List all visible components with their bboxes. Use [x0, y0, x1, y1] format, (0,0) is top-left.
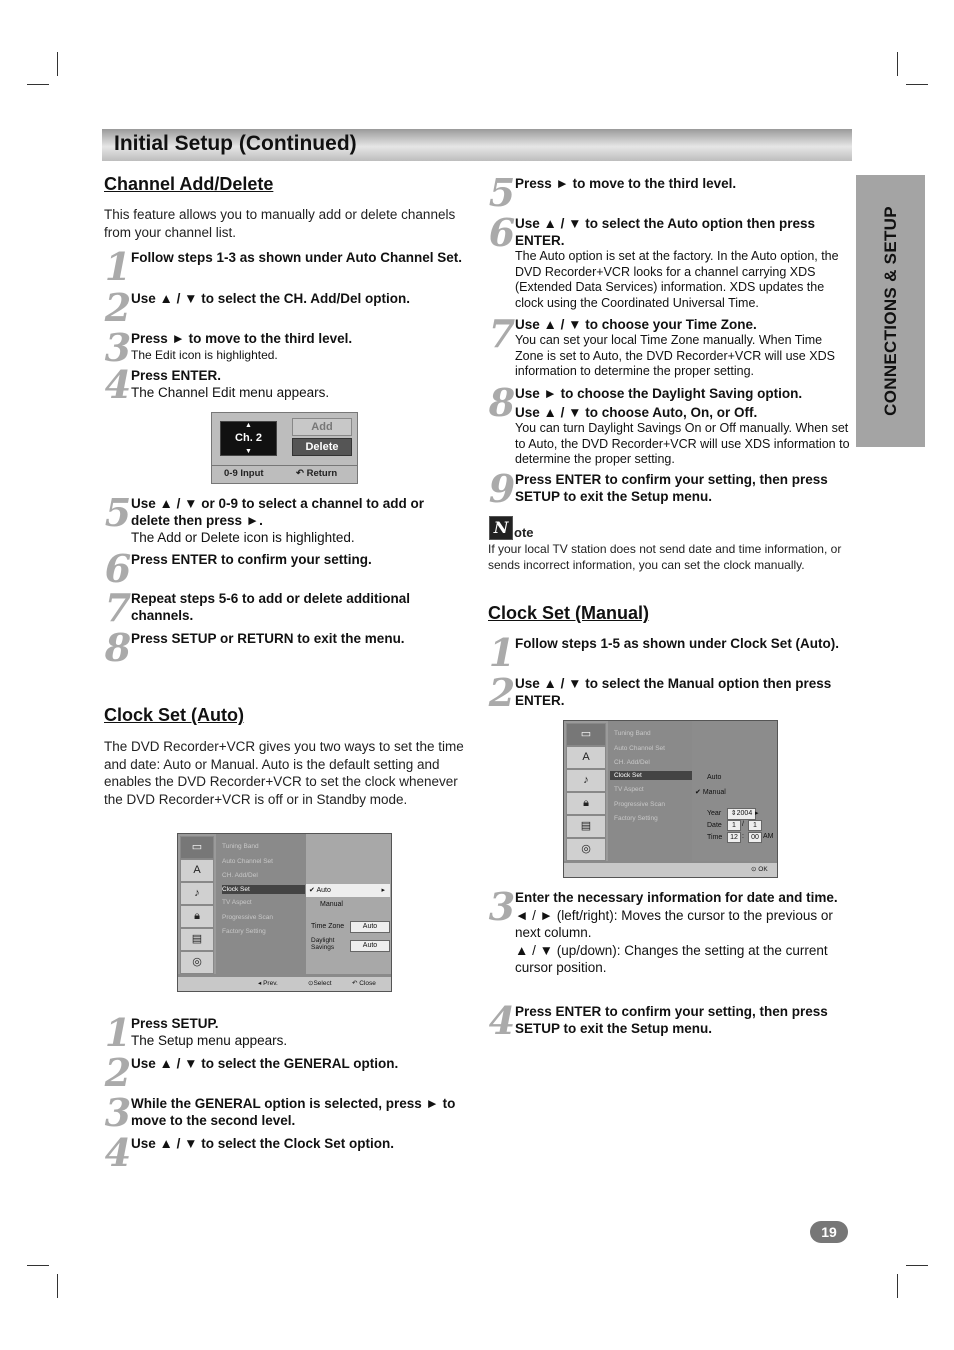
osd-footer — [178, 977, 391, 991]
add-button[interactable]: Add — [292, 418, 352, 436]
ok-label: OK — [758, 866, 768, 873]
date-separator: / — [742, 821, 744, 828]
step-number: 7 — [104, 585, 132, 630]
time-zone-value[interactable]: Auto — [350, 921, 390, 933]
step-subtext: The Add or Delete icon is highlighted. — [131, 530, 355, 545]
ampm-field[interactable]: AM — [763, 833, 774, 840]
step-text: Use ▲ / ▼ to choose your Time Zone. — [515, 317, 757, 332]
menu-item-progressive-scan[interactable]: Progressive Scan — [222, 914, 273, 921]
crop-mark — [27, 1265, 49, 1266]
date-label: Date — [707, 822, 722, 829]
step-number: 2 — [488, 670, 516, 715]
day-field[interactable]: 1 — [748, 820, 762, 831]
menu-item-factory-setting[interactable]: Factory Setting — [614, 815, 658, 822]
note-icon: N — [489, 516, 513, 540]
enter-icon: ⊙ — [308, 980, 314, 987]
menu-item-ch-add-del[interactable]: CH. Add/Del — [614, 759, 650, 766]
options-panel — [306, 834, 391, 974]
arrow-left-icon: ◂ — [258, 980, 264, 987]
menu-item-clock-set[interactable]: Clock Set — [610, 771, 692, 780]
menu-item-clock-set[interactable]: Clock Set — [222, 885, 305, 894]
prev-hint — [258, 977, 278, 991]
step-number: 1 — [104, 244, 132, 289]
return-label: Return — [306, 468, 338, 479]
checkmark-icon: ✔ — [309, 887, 315, 894]
year-label: Year — [707, 810, 722, 817]
arrow-right-icon: ▸ — [755, 810, 759, 817]
step-number: 4 — [488, 998, 516, 1043]
icon-column — [178, 834, 216, 974]
select-hint — [308, 977, 332, 991]
step-number: 8 — [488, 380, 516, 425]
step-subtext: You can set your local Time Zone manually. When Time Zone is set to Auto, the DVD Recorder+VCR will use XDS information to determine the proper setting. — [515, 333, 835, 378]
step-number: 9 — [488, 466, 516, 511]
menu-item-tuning-band[interactable]: Tuning Band — [614, 730, 651, 737]
lock-icon[interactable]: 🔒︎ — [566, 792, 606, 815]
crop-mark — [906, 1265, 928, 1266]
return-icon: ↶ — [296, 468, 307, 479]
clock-auto-intro: The DVD Recorder+VCR gives you two ways to set the time and date: Auto or Manual. Auto is the default setting and enables the DVD Recorder+VCR to set the clock whenever the DVD Recorder+VCR is off or in Standby mode. — [104, 739, 464, 807]
step-text: Follow steps 1-5 as shown under Clock Set (Auto). — [515, 636, 840, 651]
crop-mark — [897, 52, 898, 76]
step-text: Use ▲ / ▼ or 0-9 to select a channel to add or delete then press ►. — [131, 496, 425, 528]
option-manual[interactable] — [692, 786, 776, 799]
step-number: 3 — [488, 884, 516, 929]
updown-icon: ⇕ — [730, 810, 737, 817]
step-text: Press ► to move to the third level. — [515, 176, 737, 191]
disc-icon[interactable]: ◎ — [180, 951, 214, 974]
daylight-savings-value[interactable]: Auto — [350, 940, 390, 952]
menu-item-auto-channel-set[interactable]: Auto Channel Set — [222, 858, 273, 865]
clock-manual-heading: Clock Set (Manual) — [488, 603, 650, 623]
channel-add-delete-heading: Channel Add/Delete — [104, 174, 274, 194]
daylight-label: Daylight — [311, 937, 335, 944]
select-label: Select — [313, 980, 332, 987]
tv-icon[interactable]: ▭ — [180, 836, 214, 859]
channel-intro: This feature allows you to manually add or delete channels from your channel list. — [104, 207, 456, 240]
enter-icon: ⊙ — [751, 866, 759, 873]
close-hint — [352, 977, 376, 991]
input-hint: 0-9 Input — [224, 468, 264, 479]
ok-hint — [751, 863, 768, 877]
page-title: Initial Setup (Continued) — [114, 132, 357, 155]
language-icon[interactable]: A — [566, 746, 606, 769]
step-text: Repeat steps 5-6 to add or delete additional channels. — [131, 591, 411, 623]
menu-list — [610, 721, 692, 861]
icon-column — [564, 721, 608, 861]
note-text: If your local TV station does not send date and time information, or sends incorrect information, you can set the clock manually. — [488, 542, 842, 572]
tv-icon[interactable]: ▭ — [566, 723, 606, 746]
daylight-savings-label — [311, 938, 334, 951]
crop-mark — [57, 1274, 58, 1298]
setup-menu-osd-auto — [177, 833, 392, 992]
step-text: Use ▲ / ▼ to select the GENERAL option. — [131, 1056, 399, 1071]
step-number: 2 — [104, 285, 132, 330]
menu-item-ch-add-del[interactable]: CH. Add/Del — [222, 872, 258, 879]
year-field[interactable] — [727, 808, 756, 820]
language-icon[interactable]: A — [180, 859, 214, 882]
close-label: Close — [359, 980, 376, 987]
step-number: 1 — [104, 1010, 132, 1055]
step-text: Use ▲ / ▼ to select the CH. Add/Del option. — [131, 291, 410, 306]
recording-icon[interactable]: ▤ — [180, 928, 214, 951]
step-text: Press ENTER to confirm your setting, then press SETUP to exit the Setup menu. — [515, 472, 828, 504]
option-label: Manual — [702, 789, 726, 796]
menu-item-tuning-band[interactable]: Tuning Band — [222, 843, 259, 850]
option-auto[interactable] — [306, 884, 390, 897]
step-number: 6 — [104, 546, 132, 591]
option-auto[interactable]: Auto — [707, 774, 722, 781]
lock-icon[interactable]: 🔒︎ — [180, 905, 214, 928]
step-text: Press ENTER. — [131, 368, 222, 383]
step-subtext: The Setup menu appears. — [131, 1033, 288, 1048]
step-number: 3 — [104, 1090, 132, 1135]
step-subtext: You can turn Daylight Savings On or Off manually. When set to Auto, the DVD Recorder+VCR will use XDS information to determine the proper setting. — [515, 421, 850, 466]
time-label: Time — [707, 834, 723, 841]
step-subtext: The Edit icon is highlighted. — [131, 348, 278, 362]
audio-icon[interactable]: ♪ — [180, 882, 214, 905]
step-text: While the GENERAL option is selected, press ► to move to the second level. — [131, 1096, 456, 1128]
month-field[interactable]: 1 — [727, 820, 741, 831]
step-number: 2 — [104, 1050, 132, 1095]
disc-icon[interactable]: ◎ — [566, 838, 606, 861]
step-number: 4 — [104, 362, 132, 407]
minute-field[interactable]: 00 — [748, 832, 762, 843]
crop-mark — [897, 1274, 898, 1298]
option-label: Auto — [316, 887, 331, 894]
crop-mark — [906, 84, 928, 85]
step-number: 5 — [488, 170, 516, 215]
step-number: 5 — [104, 490, 132, 535]
time-separator: : — [742, 833, 744, 840]
step-text: Press ENTER to confirm your setting. — [131, 552, 372, 567]
step-text: Use ► to choose the Daylight Saving option. — [515, 386, 803, 401]
channel-display — [220, 421, 277, 456]
menu-list — [222, 834, 305, 974]
crop-mark — [57, 52, 58, 76]
delete-button[interactable]: Delete — [292, 438, 352, 456]
return-hint — [296, 468, 337, 479]
step-text: Press SETUP. — [131, 1016, 219, 1031]
menu-item-tv-aspect[interactable]: TV Aspect — [614, 786, 644, 793]
crop-mark — [27, 84, 49, 85]
option-manual[interactable]: Manual — [320, 901, 343, 908]
step-number: 1 — [488, 630, 516, 675]
step-number: 3 — [104, 325, 132, 370]
osd-footer — [564, 863, 777, 877]
step-text: Follow steps 1-3 as shown under Auto Channel Set. — [131, 250, 463, 265]
step-text: Press ► to move to the third level. — [131, 331, 353, 346]
arrow-right-icon: ▸ — [381, 887, 385, 894]
audio-icon[interactable]: ♪ — [566, 769, 606, 792]
hour-field[interactable]: 12 — [727, 832, 741, 843]
menu-item-factory-setting[interactable]: Factory Setting — [222, 928, 266, 935]
step-number: 8 — [104, 625, 132, 670]
step-number: 4 — [104, 1130, 132, 1175]
setup-menu-osd-manual — [563, 720, 778, 878]
year-value: 2004 — [736, 810, 753, 817]
step-subtext-2: ▲ / ▼ (up/down): Changes the setting at the current cursor position. — [515, 943, 828, 975]
step-text: Enter the necessary information for date and time. — [515, 890, 838, 905]
chevron-up-icon: ▲ — [245, 422, 252, 429]
options-panel — [692, 721, 777, 861]
step-text: Press SETUP or RETURN to exit the menu. — [131, 631, 405, 646]
step-subtext: The Channel Edit menu appears. — [131, 385, 330, 400]
channel-edit-osd — [211, 412, 358, 484]
page-number: 19 — [810, 1221, 848, 1243]
step-text: Use ▲ / ▼ to select the Manual option then press ENTER. — [515, 676, 832, 708]
step-number: 6 — [488, 210, 516, 255]
channel-number: Ch. 2 — [235, 432, 262, 444]
checkmark-icon: ✔ — [695, 789, 701, 796]
divider — [212, 465, 357, 466]
prev-label: Prev. — [263, 980, 278, 987]
step-subtext: The Auto option is set at the factory. In the Auto option, the DVD Recorder+VCR looks for a channel carrying XDS (Extended Data Services) information. XDS updates the clock using the Coordinated Universal Time. — [515, 249, 839, 310]
menu-item-tv-aspect[interactable]: TV Aspect — [222, 899, 252, 906]
step-text: Press ENTER to confirm your setting, then press SETUP to exit the Setup menu. — [515, 1004, 828, 1036]
step-text: Use ▲ / ▼ to select the Clock Set option. — [131, 1136, 395, 1151]
time-zone-label: Time Zone — [311, 923, 345, 930]
note-label: ote — [514, 525, 534, 540]
savings-label: Savings — [311, 943, 335, 951]
page-title-bar — [102, 129, 852, 161]
recording-icon[interactable]: ▤ — [566, 815, 606, 838]
step-number: 7 — [488, 311, 516, 356]
section-side-tab — [856, 175, 925, 447]
chevron-down-icon: ▼ — [245, 448, 252, 455]
return-icon: ↶ — [352, 980, 360, 987]
menu-item-progressive-scan[interactable]: Progressive Scan — [614, 801, 665, 808]
step-text-2: Use ▲ / ▼ to choose Auto, On, or Off. — [515, 405, 758, 420]
menu-item-auto-channel-set[interactable]: Auto Channel Set — [614, 745, 665, 752]
step-subtext: ◄ / ► (left/right): Moves the cursor to the previous or next column. — [515, 908, 833, 940]
step-text: Use ▲ / ▼ to select the Auto option then press ENTER. — [515, 216, 816, 248]
side-tab-label: CONNECTIONS & SETUP — [880, 206, 900, 416]
clock-auto-heading: Clock Set (Auto) — [104, 705, 245, 725]
